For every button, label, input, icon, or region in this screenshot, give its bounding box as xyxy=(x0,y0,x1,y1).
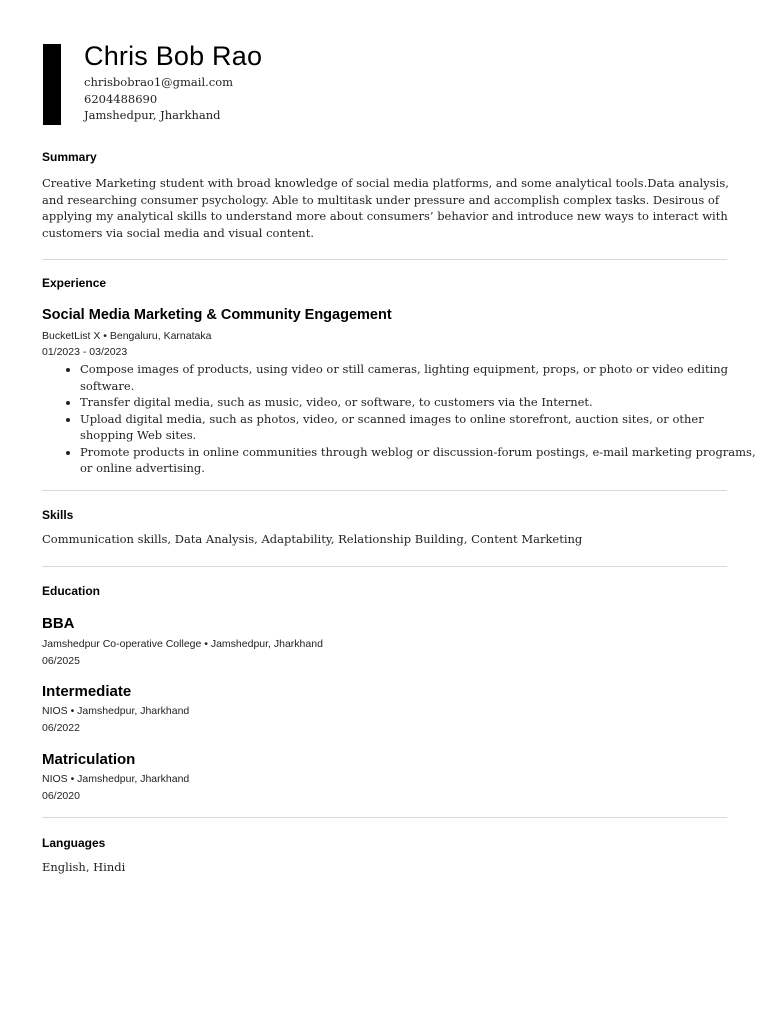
job-responsibilities-list xyxy=(42,361,760,477)
experience-heading: Experience xyxy=(42,276,107,290)
summary-text: Creative Marketing student with broad knowledge of social media platforms, and some analytical tools.Data analysis, and researching consumer psychology. Able to multitask under pressure and accomplish complex tasks. Desirous of applying my analytical skills to understand more about consumers’ behavior and introduce new ways to interact with customers via social media and visual content. xyxy=(42,176,729,240)
section-divider xyxy=(42,259,727,260)
header-accent-bar xyxy=(43,44,61,125)
languages-text: English, Hindi xyxy=(42,860,126,874)
summary-heading: Summary xyxy=(42,150,97,164)
education-institution: NIOS • Jamshedpur, Jharkhand xyxy=(42,773,190,785)
section-divider xyxy=(42,490,727,491)
job-dates: 01/2023 - 03/2023 xyxy=(42,346,128,358)
list-item: • Compose images of products, using video or still cameras, lighting equipment, props, or photo or video editing software. xyxy=(80,361,760,394)
contact-info xyxy=(84,74,233,124)
list-item: • Promote products in online communities through weblog or discussion-forum postings, e-mail marketing programs, or online advertising. xyxy=(80,444,760,477)
education-heading: Education xyxy=(42,584,101,598)
education-degree: BBA xyxy=(42,615,75,632)
languages-heading: Languages xyxy=(42,836,106,850)
location-text: Jamshedpur, Jharkhand xyxy=(84,108,221,122)
education-institution: Jamshedpur Co-operative College • Jamshedpur, Jharkhand xyxy=(42,638,323,650)
job-title: Social Media Marketing & Community Engagement xyxy=(42,307,392,323)
education-degree: Intermediate xyxy=(42,683,132,700)
list-item: • Transfer digital media, such as music, video, or software, to customers via the Internet. xyxy=(80,394,760,411)
candidate-name: Chris Bob Rao xyxy=(84,41,263,71)
section-divider xyxy=(42,817,727,818)
email-text: chrisbobrao1@gmail.com xyxy=(84,75,234,89)
education-date: 06/2025 xyxy=(42,655,80,667)
education-degree: Matriculation xyxy=(42,751,136,768)
section-divider xyxy=(42,566,727,567)
education-date: 06/2022 xyxy=(42,722,80,734)
list-item: • Upload digital media, such as photos, video, or scanned images to online storefront, auction sites, or other shopping Web sites. xyxy=(80,411,760,444)
education-institution: NIOS • Jamshedpur, Jharkhand xyxy=(42,705,190,717)
job-company-location: BucketList X • Bengaluru, Karnataka xyxy=(42,330,212,342)
skills-heading: Skills xyxy=(42,508,74,522)
skills-text: Communication skills, Data Analysis, Adaptability, Relationship Building, Content Marketing xyxy=(42,532,583,546)
education-date: 06/2020 xyxy=(42,790,80,802)
phone-text: 6204488690 xyxy=(84,91,158,106)
